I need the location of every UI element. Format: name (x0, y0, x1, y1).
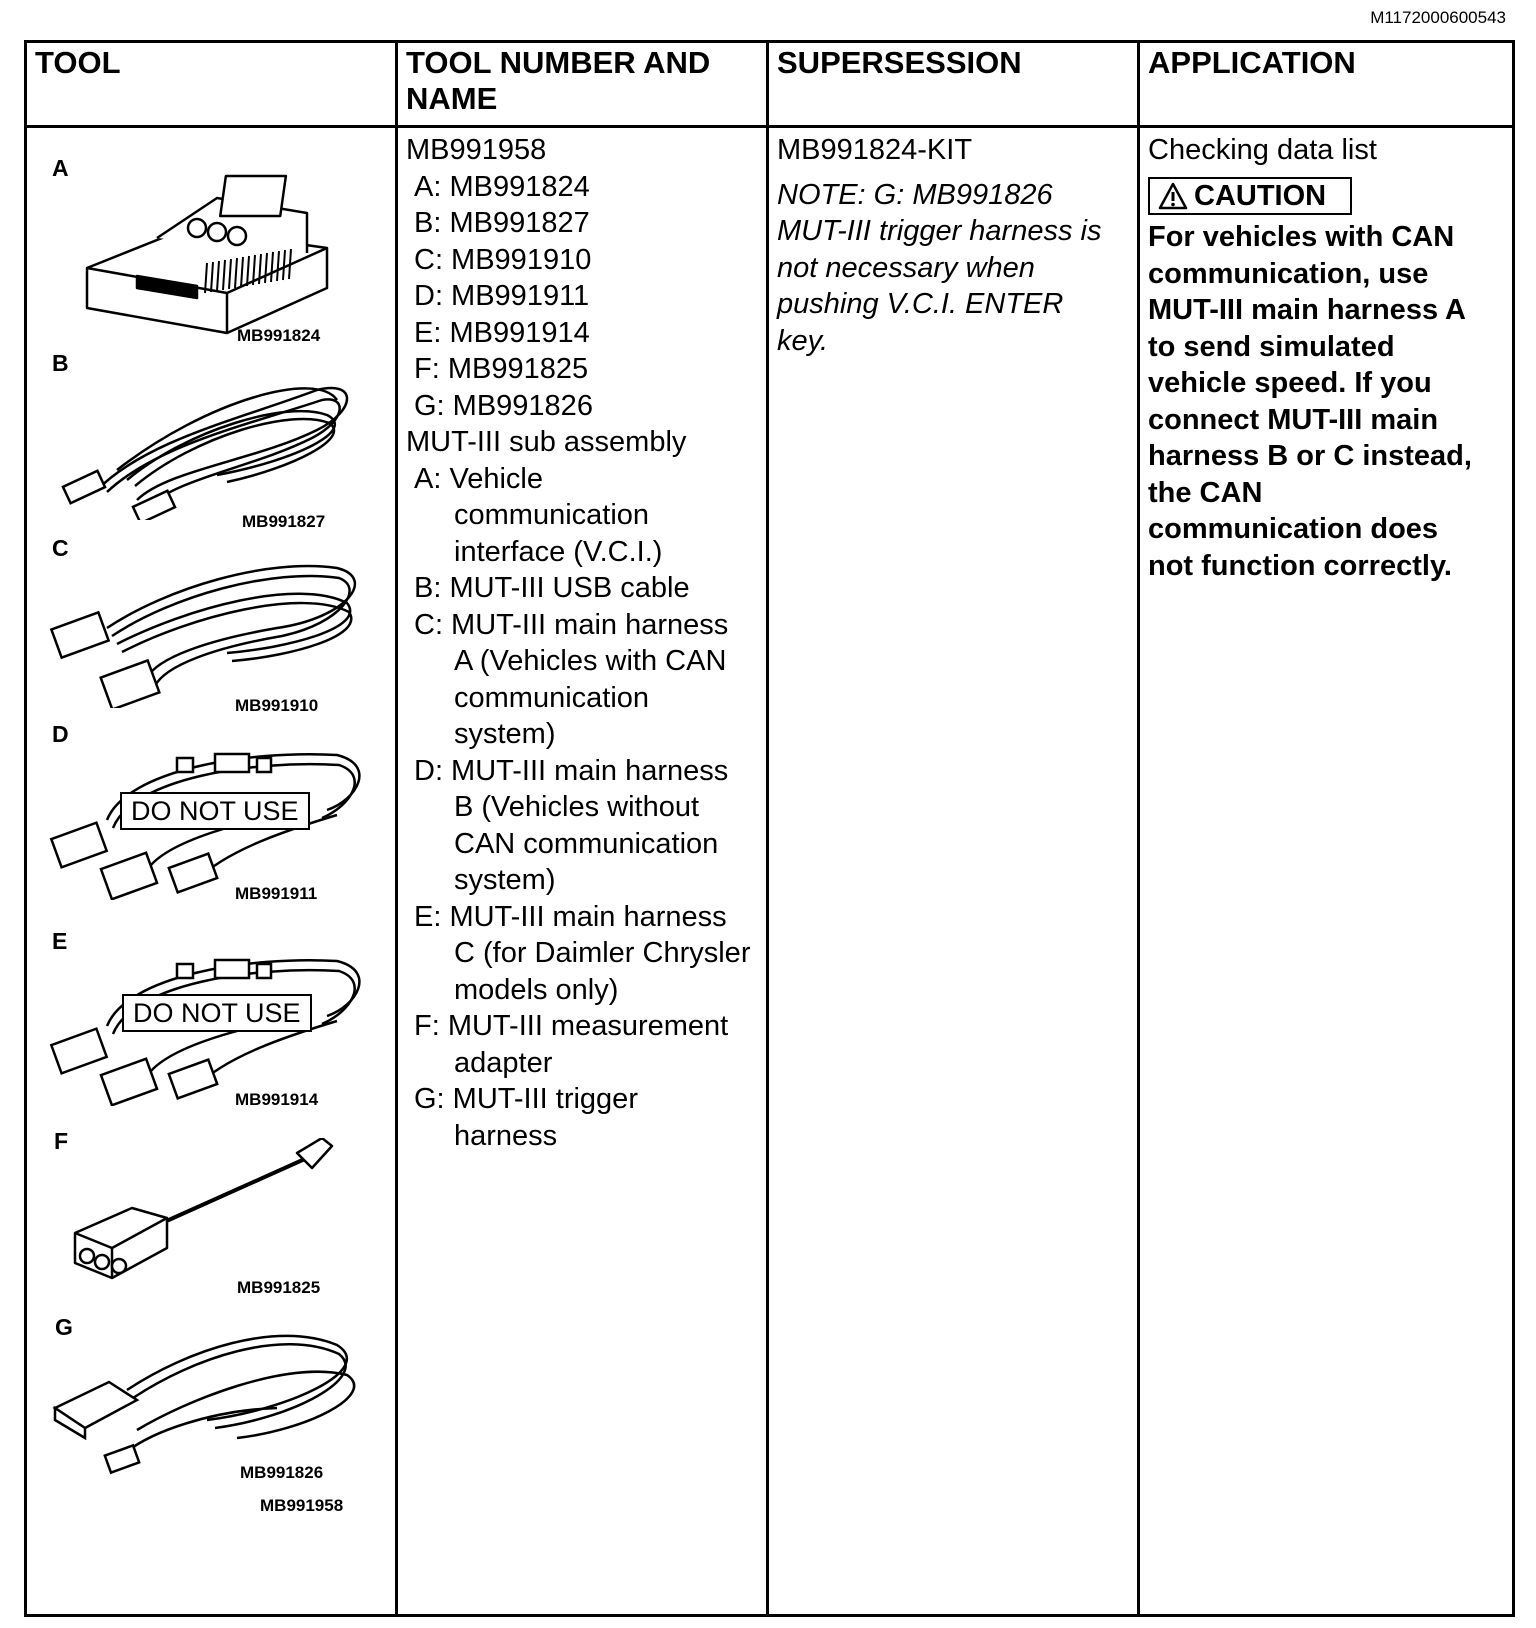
caution-line: not function correctly. (1148, 549, 1452, 582)
component-continuation: CAN communication (454, 827, 719, 860)
caution-box (1148, 177, 1352, 215)
tool-letter: C (52, 535, 69, 561)
component-continuation: harness (454, 1119, 558, 1152)
note-line: not necessary when (777, 251, 1035, 284)
note-line: key. (777, 324, 829, 357)
assembly-title: MUT-III sub assembly (406, 426, 687, 458)
caution-line: vehicle speed. If you (1148, 367, 1432, 399)
kit-number: MB991958 (406, 134, 547, 166)
component-item (406, 1081, 758, 1154)
component-continuation: system) (454, 718, 556, 750)
tool-code-label: MB991910 (235, 696, 319, 715)
caution-line: communication does (1148, 513, 1439, 545)
caution-label: CAUTION (1194, 179, 1327, 212)
tool-letter: G (55, 1314, 73, 1340)
component-first-line: C: MUT-III main harness (414, 608, 729, 641)
note-line: pushing V.C.I. ENTER (777, 288, 1064, 320)
tool-code-label: MB991825 (237, 1278, 321, 1297)
component-first-line: F: MUT-III measurement (414, 1010, 729, 1042)
vci-unit-icon (77, 168, 337, 338)
note-line: MUT-III trigger harness is (777, 215, 1102, 247)
component-item (406, 570, 758, 607)
supersession-cell (768, 127, 1139, 1616)
component-item (406, 1008, 758, 1081)
tool-letter: F (54, 1128, 69, 1154)
table-header-row (26, 42, 1514, 127)
component-continuation: communication (454, 499, 650, 531)
application-cell (1139, 127, 1514, 1616)
note-line: NOTE: G: MB991826 (777, 178, 1053, 211)
component-item (406, 607, 758, 753)
measurement-adapter-icon (72, 1138, 352, 1288)
tool-code-label: MB991827 (242, 512, 326, 531)
warning-triangle-icon (1158, 182, 1188, 210)
part-number: G: MB991826 (414, 389, 593, 422)
header-supersession: SUPERSESSION (768, 42, 1139, 127)
component-continuation: C (for Daimler Chrysler (454, 937, 751, 969)
tool-letter: B (52, 350, 69, 376)
component-first-line: B: MUT-III USB cable (414, 572, 690, 604)
kit-code-label: MB991958 (260, 1496, 344, 1515)
supersession-note (777, 177, 1129, 360)
header-tool-number-and-name: TOOL NUMBER AND NAME (397, 42, 768, 127)
component-item (406, 461, 758, 571)
special-tools-table (24, 40, 1515, 1617)
component-item (406, 899, 758, 1009)
tool-letter: A (52, 155, 69, 181)
do-not-use-label: DO NOT USE (120, 792, 310, 830)
caution-line: connect MUT-III main (1148, 403, 1439, 436)
tool-number-name-cell (397, 127, 768, 1616)
caution-line: harness B or C instead, (1148, 440, 1472, 472)
part-number: A: MB991824 (414, 170, 590, 203)
tool-letter: D (52, 721, 69, 747)
table-row (26, 127, 1514, 1616)
caution-line: to send simulated (1148, 330, 1395, 363)
component-continuation: adapter (454, 1046, 553, 1079)
do-not-use-label: DO NOT USE (122, 994, 312, 1032)
tool-code-label: MB991826 (240, 1463, 324, 1482)
header-tool: TOOL (26, 42, 397, 127)
caution-text (1148, 219, 1504, 584)
part-number: D: MB991911 (414, 280, 590, 312)
tool-letter: E (52, 928, 68, 954)
application-purpose: Checking data list (1148, 134, 1377, 166)
part-number: C: MB991910 (414, 243, 592, 276)
caution-line: For vehicles with CAN (1148, 221, 1455, 253)
component-continuation: system) (454, 864, 556, 896)
document-id: M1172000600543 (1370, 8, 1506, 27)
header-application: APPLICATION (1139, 42, 1514, 127)
component-continuation: A (Vehicles with CAN (454, 645, 727, 677)
component-continuation: B (Vehicles without (454, 791, 700, 823)
component-continuation: communication (454, 681, 650, 714)
trigger-harness-icon (47, 1320, 367, 1480)
component-item (406, 753, 758, 899)
caution-line: communication, use (1148, 257, 1429, 290)
caution-line: MUT-III main harness A (1148, 294, 1466, 326)
component-continuation: models only) (454, 973, 619, 1006)
usb-cable-icon (57, 360, 357, 520)
component-first-line: A: Vehicle (414, 462, 543, 495)
supersession-kit: MB991824-KIT (777, 134, 973, 166)
part-number: E: MB991914 (414, 316, 590, 349)
component-first-line: G: MUT-III trigger (414, 1083, 638, 1115)
component-continuation: interface (V.C.I.) (454, 535, 663, 568)
tool-code-label: MB991911 (235, 884, 318, 903)
tool-code-label: MB991914 (235, 1090, 319, 1109)
caution-line: the CAN (1148, 476, 1263, 509)
tool-illustration-cell (26, 127, 397, 1616)
component-first-line: D: MUT-III main harness (414, 754, 729, 787)
part-number: F: MB991825 (414, 353, 589, 385)
tool-code-label: MB991824 (237, 326, 321, 345)
main-harness-a-icon (47, 548, 367, 708)
component-first-line: E: MUT-III main harness (414, 900, 727, 933)
part-number: B: MB991827 (414, 207, 590, 239)
